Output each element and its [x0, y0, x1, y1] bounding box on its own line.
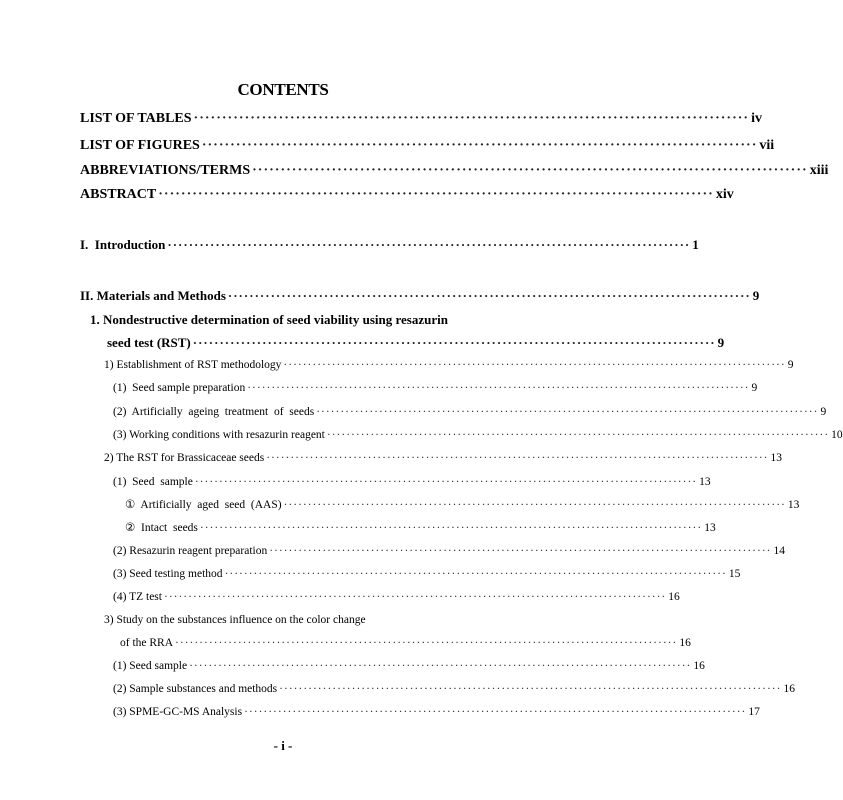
toc-subitem [125, 499, 800, 512]
toc-entry-page: 13 [704, 522, 716, 534]
toc-subsection-2 [104, 452, 782, 465]
toc-subsection-1 [104, 359, 794, 372]
page-number: - i - [273, 738, 293, 753]
toc-entry-label: (2) Resazurin reagent preparation [113, 545, 268, 557]
leader-dots: ········································································································ [266, 452, 769, 464]
toc-entry-label: (3) SPME-GC-MS Analysis [113, 706, 243, 718]
toc-entry-label: ① Artificially aged seed (AAS) [125, 499, 282, 511]
toc-entry-label: ABSTRACT [80, 187, 157, 202]
toc-entry-label: LIST OF FIGURES [80, 138, 200, 153]
toc-entry-page: vii [759, 138, 775, 153]
leader-dots: ········································································································ [244, 706, 747, 718]
toc-entry-page: 9 [751, 382, 758, 394]
toc-item [113, 406, 827, 419]
toc-item [113, 568, 741, 581]
toc-item [113, 382, 758, 395]
toc-entry-page: xiv [715, 187, 734, 202]
leader-dots: ········································································································ [189, 660, 692, 672]
toc-entry-label: 1) Establishment of RST methodology [104, 359, 282, 371]
toc-item [113, 706, 760, 719]
leader-dots: ·································································································· [201, 138, 758, 153]
toc-entry-page: 13 [787, 499, 800, 511]
toc-entry-label: (3) Seed testing method [113, 568, 223, 580]
toc-entry-page: 14 [773, 545, 785, 557]
toc-entry-label: (1) Seed sample [113, 660, 188, 672]
leader-dots: ·································································································· [252, 163, 808, 178]
toc-entry-page: 16 [679, 637, 691, 649]
toc-entry-label: (1) Seed sample preparation [113, 382, 246, 394]
leader-dots: ········································································································ [326, 429, 830, 441]
leader-dots: ········································································································ [269, 545, 772, 557]
leader-dots: ········································································································ [163, 591, 667, 603]
toc-entry-label: (2) Artificially ageing treatment of seeds [113, 406, 315, 418]
toc-entry-page: 9 [752, 288, 760, 303]
toc-entry-label: (2) Sample substances and methods [113, 683, 278, 695]
leader-dots: ········································································································ [175, 637, 678, 649]
toc-entry-page: 9 [717, 335, 725, 350]
leader-dots: ·································································································· [192, 335, 716, 350]
leader-dots: ········································································································ [283, 499, 786, 511]
toc-entry-label: (1) Seed sample [113, 476, 193, 488]
toc-entry-page: xiii [809, 163, 829, 178]
leader-dots: ········································································································ [247, 382, 750, 394]
toc-section-1-line2 [107, 335, 725, 350]
toc-item [113, 660, 705, 673]
toc-entry-label: II. Materials and Methods [80, 288, 226, 303]
toc-subitem [125, 522, 716, 535]
page-title: CONTENTS [237, 80, 329, 99]
toc-entry-label: of the RRA [120, 637, 174, 649]
toc-entry-label: 2) The RST for Brassicaceae seeds [104, 452, 265, 464]
leader-dots: ·································································································· [158, 187, 714, 202]
leader-dots: ········································································································ [224, 568, 727, 580]
toc-item [113, 591, 680, 604]
toc-chapter-materials-methods [80, 288, 760, 303]
leader-dots: ········································································································ [283, 359, 786, 371]
toc-item [113, 683, 795, 696]
toc-entry-page: 13 [699, 476, 711, 488]
toc-entry-label: LIST OF TABLES [80, 111, 192, 126]
leader-dots: ········································································································ [194, 476, 698, 488]
leader-dots: ········································································································ [279, 683, 782, 695]
toc-entry-label: seed test (RST) [107, 335, 191, 350]
toc-entry-page: 9 [820, 406, 827, 418]
toc-item [113, 429, 843, 442]
toc-entry-page: 16 [783, 683, 795, 695]
toc-entry-label: ② Intact seeds [125, 522, 198, 534]
leader-dots: ·································································································· [227, 288, 751, 303]
toc-entry-page: 16 [668, 591, 680, 603]
toc-entry-list-of-figures [80, 138, 775, 153]
toc-item [113, 545, 785, 558]
toc-item [113, 476, 711, 489]
toc-section-1-line1: 1. Nondestructive determination of seed viability using resazurin [90, 312, 448, 327]
leader-dots: ·································································································· [193, 111, 750, 126]
toc-entry-label: (3) Working conditions with resazurin reagent [113, 429, 325, 441]
toc-entry-page: 13 [770, 452, 782, 464]
toc-entry-label: I. Introduction [80, 237, 166, 252]
leader-dots: ········································································································ [316, 406, 819, 418]
toc-entry-page: 15 [728, 568, 741, 580]
toc-entry-page: 10 [831, 429, 843, 441]
toc-entry-page: 9 [787, 359, 794, 371]
toc-entry-list-of-tables [80, 111, 762, 126]
toc-entry-page: iv [751, 111, 762, 126]
leader-dots: ········································································································ [199, 522, 703, 534]
toc-entry-label: ABBREVIATIONS/TERMS [80, 163, 251, 178]
toc-entry-page: 16 [693, 660, 705, 672]
toc-entry-abbreviations [80, 163, 829, 178]
toc-chapter-introduction [80, 237, 699, 252]
toc-entry-abstract [80, 187, 734, 202]
toc-subsection-3-line2 [120, 637, 691, 650]
toc-entry-page: 17 [748, 706, 760, 718]
toc-entry-label: (4) TZ test [113, 591, 162, 603]
toc-entry-page: 1 [692, 237, 699, 252]
leader-dots: ·································································································· [167, 237, 691, 252]
toc-subsection-3-line1: 3) Study on the substances influence on the color change [104, 614, 366, 626]
